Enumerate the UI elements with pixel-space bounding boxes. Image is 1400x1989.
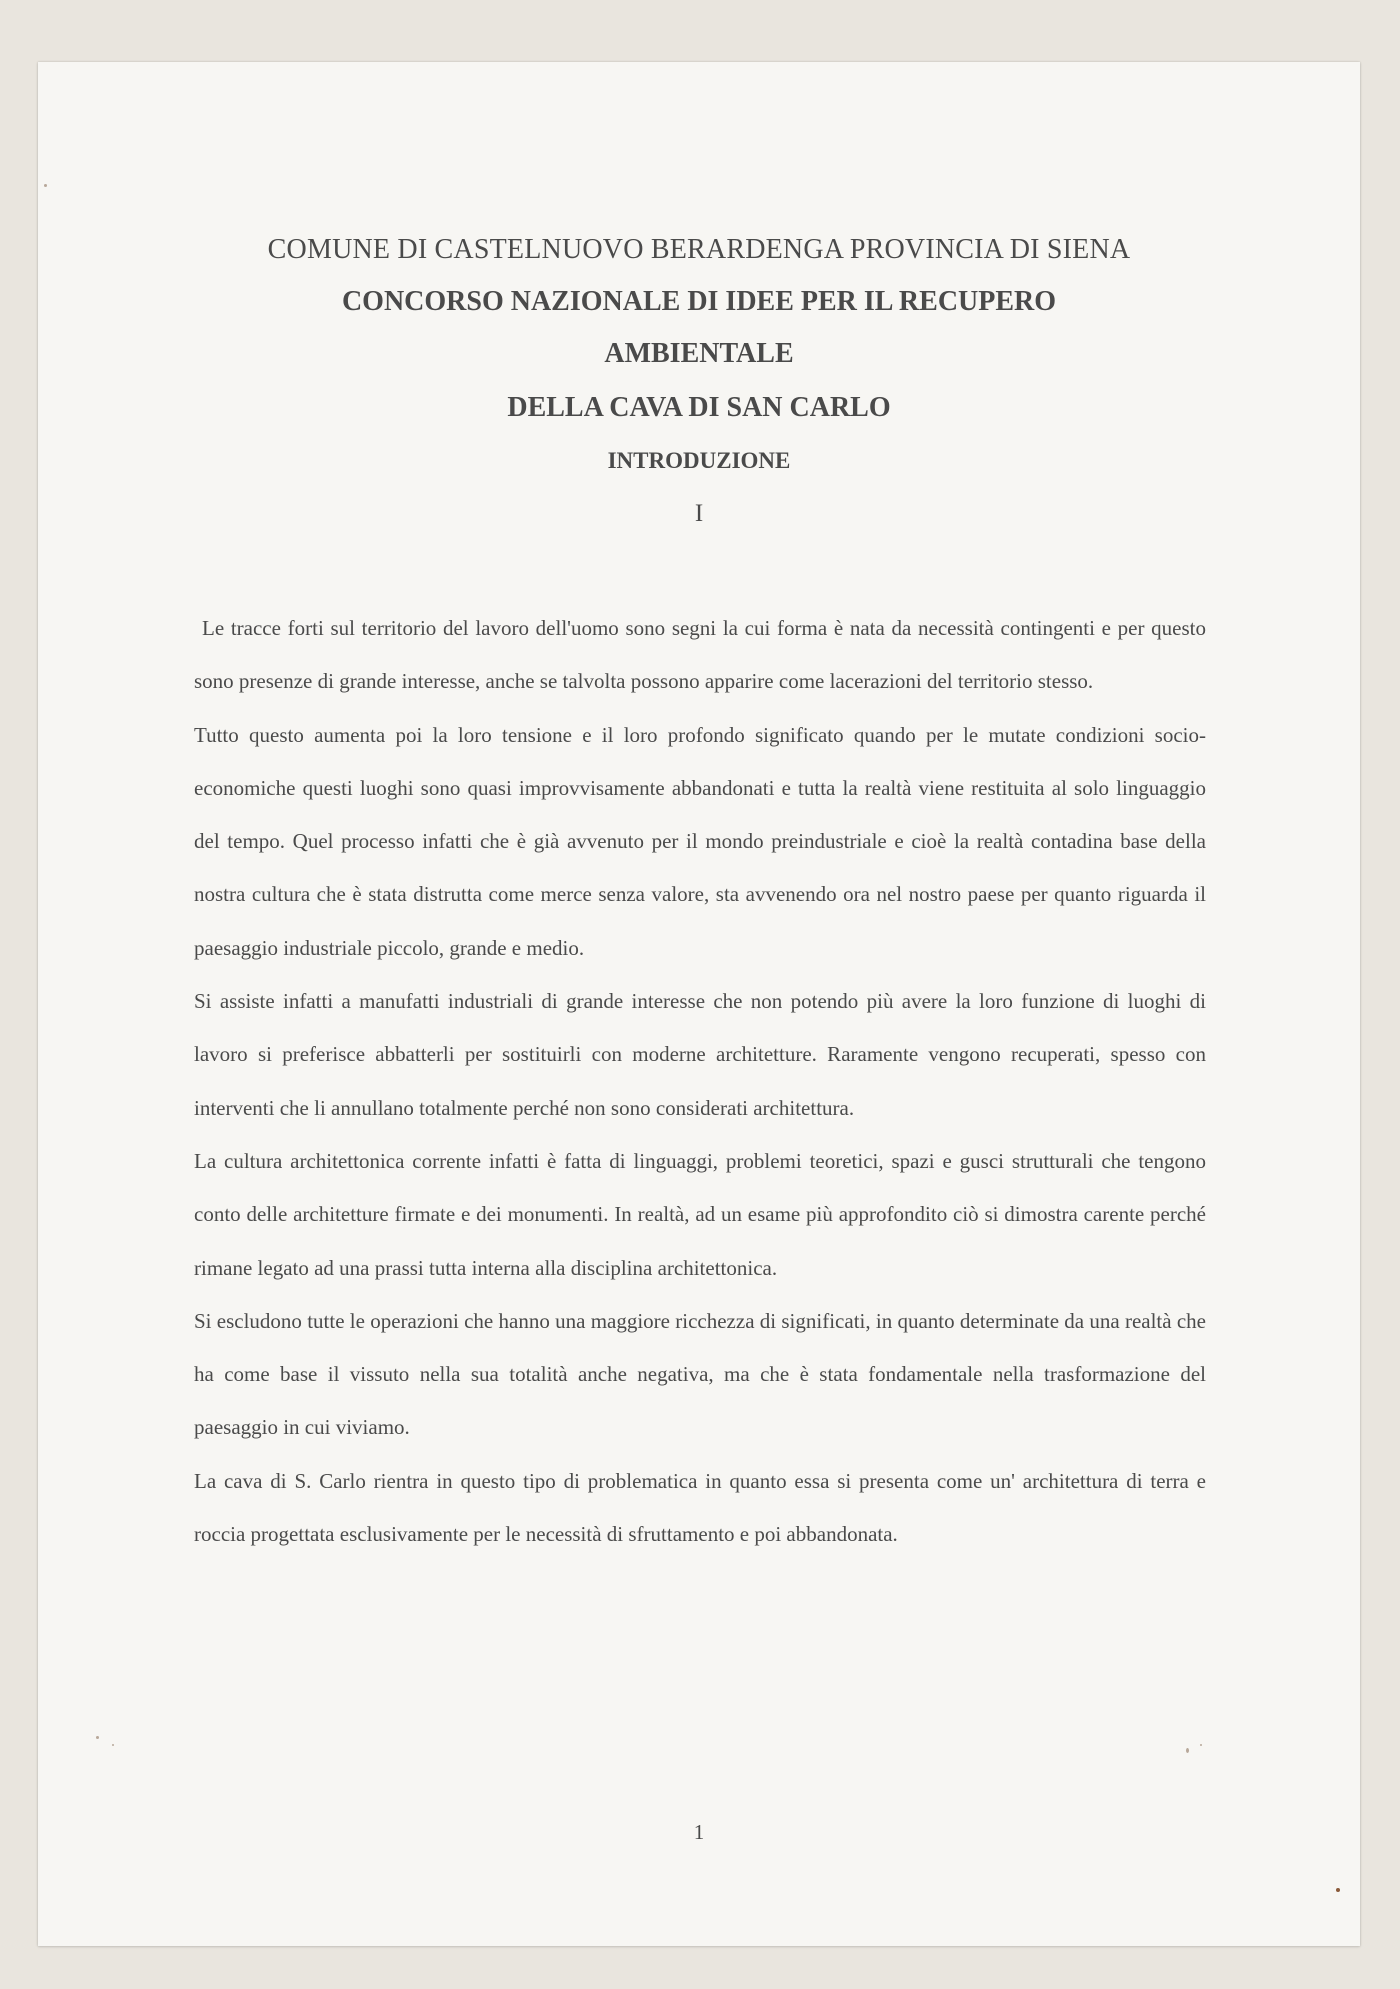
- paragraph: Tutto questo aumenta poi la loro tensione e il loro profondo significato quando per le mutate condizioni socio-economiche questi luoghi sono quasi improvvisamente abbandonati e tutta la realtà viene restituita al solo linguaggio del tempo. Quel processo infatti che è già avvenuto per il mondo preindustriale e cioè la realtà contadina base della nostra cultura che è stata distrutta come merce senza valore, sta avvenendo ora nel nostro paese per quanto riguarda il paesaggio industriale piccolo, grande e medio.: [194, 722, 1206, 960]
- background-speck: [44, 184, 47, 187]
- document-page: [38, 62, 1360, 1946]
- paragraph: Si assiste infatti a manufatti industriali di grande interesse che non potendo più avere la loro funzione di luoghi di lavoro si preferisce abbatterli per sostituirli con moderne architetture. Raramente vengono recuperati, spesso con interventi che li annullano totalmente perché non sono considerati architettura.: [194, 989, 1206, 1120]
- paper-speck: [112, 1744, 114, 1746]
- paragraph: Si escludono tutte le operazioni che hanno una maggiore ricchezza di significati, in quanto determinate da una realtà che ha come base il vissuto nella sua totalità anche negativa, ma che è stata fondamentale nella trasformazione del paesaggio in cui viviamo.: [194, 1308, 1206, 1440]
- paper-speck: [96, 1736, 99, 1739]
- page-number: 1: [693, 1820, 705, 1844]
- section-number: I: [694, 500, 704, 527]
- paragraph: La cultura architettonica corrente infatti è fatta di linguaggi, problemi teoretici, spazi e gusci strutturali che tengono conto delle architetture firmate e dei monumenti. In realtà, ad un esame più approfondito ciò si dimostra carente perché rimane legato ad una prassi tutta interna alla disciplina architettonica.: [194, 1148, 1206, 1280]
- section-title: INTRODUZIONE: [607, 448, 791, 473]
- background-speck: [1336, 1888, 1340, 1892]
- paragraph: La cava di S. Carlo rientra in questo tipo di problematica in quanto essa si presenta come un' architettura di terra e roccia progettata esclusivamente per le necessità di sfruttamento e poi abbandonata.: [194, 1468, 1206, 1547]
- paper-speck: [1200, 1744, 1202, 1746]
- paragraph: Le tracce forti sul territorio del lavoro dell'uomo sono segni la cui forma è nata da necessità contingenti e per questo sono presenze di grande interesse, anche se talvolta possono apparire come lacerazioni del territorio stesso.: [194, 616, 1206, 694]
- competition-title-line-3: DELLA CAVA DI SAN CARLO: [507, 392, 891, 423]
- competition-title-line-2: AMBIENTALE: [604, 338, 794, 369]
- paper-speck: [1186, 1748, 1189, 1753]
- municipality-heading: COMUNE DI CASTELNUOVO BERARDENGA PROVINCIA DI SIENA: [267, 234, 1131, 265]
- competition-title-line-1: CONCORSO NAZIONALE DI IDEE PER IL RECUPERO: [341, 286, 1057, 317]
- body-text: [194, 602, 1206, 1561]
